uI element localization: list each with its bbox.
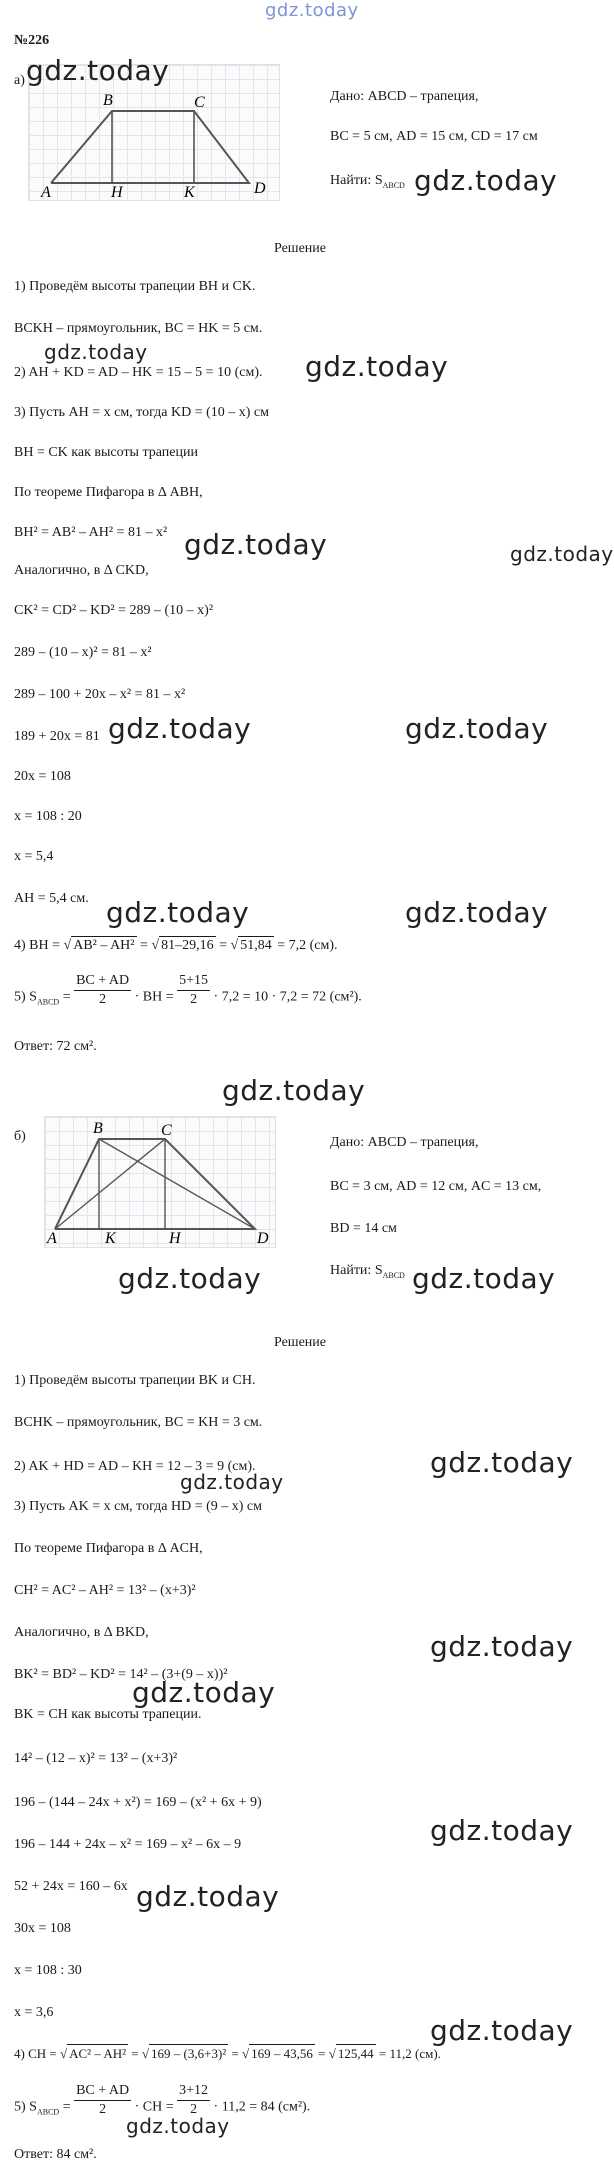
watermark: gdz.today (430, 1814, 574, 1847)
watermark: gdz.today (44, 340, 148, 364)
step-a-18: 5) $S_{ABCD}$ = $\frac{BC + AD}{2}$ · BH = $\frac{5+15}{2}$ · 7,2 = 10 · 7,2 = 72 (см²). (14, 973, 362, 1007)
answer-b: Ответ: 84 см². (14, 2147, 97, 2162)
step-a-16: AH = 5,4 см. (14, 891, 89, 906)
step-b-14: 30x = 108 (14, 1921, 71, 1936)
watermark: gdz.today (132, 1676, 276, 1709)
step-a-13: 20x = 108 (14, 769, 71, 784)
step-a-1: 1) Проведём высоты трапеции BH и CK. (14, 279, 256, 294)
step-b-11: 196 – (144 – 24x + x²) = 169 – (x² + 6x + 9) (14, 1795, 262, 1810)
step-b-5: По теореме Пифагора в Δ ACH, (14, 1541, 203, 1556)
step-a-8: Аналогично, в Δ CKD, (14, 563, 149, 578)
step-a-5: BH = CK как высоты трапеции (14, 445, 198, 460)
vertex-k-b: K (105, 1230, 116, 1247)
watermark: gdz.today (180, 1470, 284, 1494)
watermark: gdz.today (26, 54, 170, 87)
step-a-4: 3) Пусть AH = x см, тогда KD = (10 – x) см (14, 405, 270, 420)
step-a-9: CK² = CD² – KD² = 289 – (10 – x)² (14, 603, 214, 618)
step-b-10: 14² – (12 – x)² = 13² – (x+3)² (14, 1751, 178, 1766)
step-b-3: 2) AK + HD = AD – KH = 12 – 3 = 9 (см). (14, 1459, 256, 1474)
step-b-13: 52 + 24x = 160 – 6x (14, 1879, 128, 1894)
solution-title-b: Решение (273, 1335, 326, 1350)
step-a-10: 289 – (10 – x)² = 81 – x² (14, 645, 152, 660)
part-b-label: б) (14, 1129, 26, 1144)
site-watermark-top: gdz.today (265, 0, 359, 21)
step-a-14: x = 108 : 20 (14, 809, 82, 824)
vertex-b-b: B (93, 1120, 103, 1137)
problem-number: №226 (14, 33, 50, 48)
step-a-11: 289 – 100 + 20x – x² = 81 – x² (14, 687, 186, 702)
vertex-d-a: D (254, 180, 266, 197)
vertex-d-b: D (257, 1230, 269, 1247)
vertex-k-a: K (184, 184, 195, 201)
watermark: gdz.today (118, 1262, 262, 1295)
watermark: gdz.today (430, 2014, 574, 2047)
step-b-16: x = 3,6 (14, 2005, 54, 2020)
step-a-12: 189 + 20x = 81 (14, 729, 100, 744)
watermark: gdz.today (405, 896, 549, 929)
watermark: gdz.today (184, 528, 328, 561)
step-b-15: x = 108 : 30 (14, 1963, 82, 1978)
vertex-a-b: A (47, 1230, 57, 1247)
watermark: gdz.today (510, 542, 614, 566)
trapezoid-b-drawing (45, 1117, 275, 1247)
step-b-17: 4) CH = √ AC² – AH² = √ 169 – (3,6+3)² = √ 169 – 43,56 = √ 125,44 = 11,2 (см). (14, 2046, 441, 2061)
step-a-15: x = 5,4 (14, 849, 54, 864)
step-a-3: 2) AH + KD = AD – HK = 15 – 5 = 10 (см). (14, 365, 263, 380)
step-a-17: 4) BH = √ AB² – AH² = √ 81–29,16 = √ 51,84 = 7,2 (см). (14, 938, 338, 953)
given-b-2: BC = 3 см, AD = 12 см, AC = 13 см, (330, 1179, 542, 1194)
given-a-2: BC = 5 см, AD = 15 см, CD = 17 см (330, 129, 538, 144)
watermark: gdz.today (430, 1446, 574, 1479)
step-b-2: BCHK – прямоугольник, BC = KH = 3 см. (14, 1415, 263, 1430)
watermark: gdz.today (106, 896, 250, 929)
step-a-7: BH² = AB² – AH² = 81 – x² (14, 525, 168, 540)
given-b-3: BD = 14 см (330, 1221, 397, 1236)
vertex-h-b: H (169, 1230, 181, 1247)
step-a-2: BCKH – прямоугольник, BC = HK = 5 см. (14, 321, 263, 336)
watermark: gdz.today (412, 1262, 556, 1295)
given-b-1: Дано: ABCD – трапеция, (330, 1135, 479, 1150)
step-b-7: Аналогично, в Δ BKD, (14, 1625, 149, 1640)
watermark: gdz.today (305, 350, 449, 383)
vertex-a-a: A (41, 184, 51, 201)
vertex-c-b: C (161, 1122, 172, 1139)
step-b-6: CH² = AC² – AH² = 13² – (x+3)² (14, 1583, 196, 1598)
find-a: Найти: $S_{ABCD}$ (330, 173, 405, 190)
watermark: gdz.today (108, 712, 252, 745)
step-b-1: 1) Проведём высоты трапеции BK и CH. (14, 1373, 256, 1388)
find-b: Найти: $S_{ABCD}$ (330, 1263, 405, 1280)
vertex-h-a: H (111, 184, 123, 201)
solution-title-a: Решение (273, 241, 326, 256)
step-a-6: По теореме Пифагора в Δ ABH, (14, 485, 203, 500)
step-b-12: 196 – 144 + 24x – x² = 169 – x² – 6x – 9 (14, 1837, 242, 1852)
given-a-1: Дано: ABCD – трапеция, (330, 89, 479, 104)
step-b-4: 3) Пусть AK = x см, тогда HD = (9 – x) см (14, 1499, 263, 1514)
vertex-b-a: B (103, 92, 113, 109)
trapezoid-b-figure (44, 1116, 276, 1248)
watermark: gdz.today (126, 2114, 230, 2138)
vertex-c-a: C (194, 94, 205, 111)
step-b-8: BK² = BD² – KD² = 14² – (3+(9 – x))² (14, 1667, 228, 1682)
watermark: gdz.today (405, 712, 549, 745)
watermark: gdz.today (430, 1630, 574, 1663)
answer-a: Ответ: 72 см². (14, 1039, 97, 1054)
watermark: gdz.today (414, 164, 558, 197)
watermark: gdz.today (222, 1074, 366, 1107)
part-a-label: а) (14, 73, 25, 88)
step-b-18: 5) $S_{ABCD}$ = $\frac{BC + AD}{2}$ · CH = $\frac{3+12}{2}$ · 11,2 = 84 (см²). (14, 2083, 311, 2117)
step-b-9: BK = CH как высоты трапеции. (14, 1707, 202, 1722)
watermark: gdz.today (136, 1880, 280, 1913)
